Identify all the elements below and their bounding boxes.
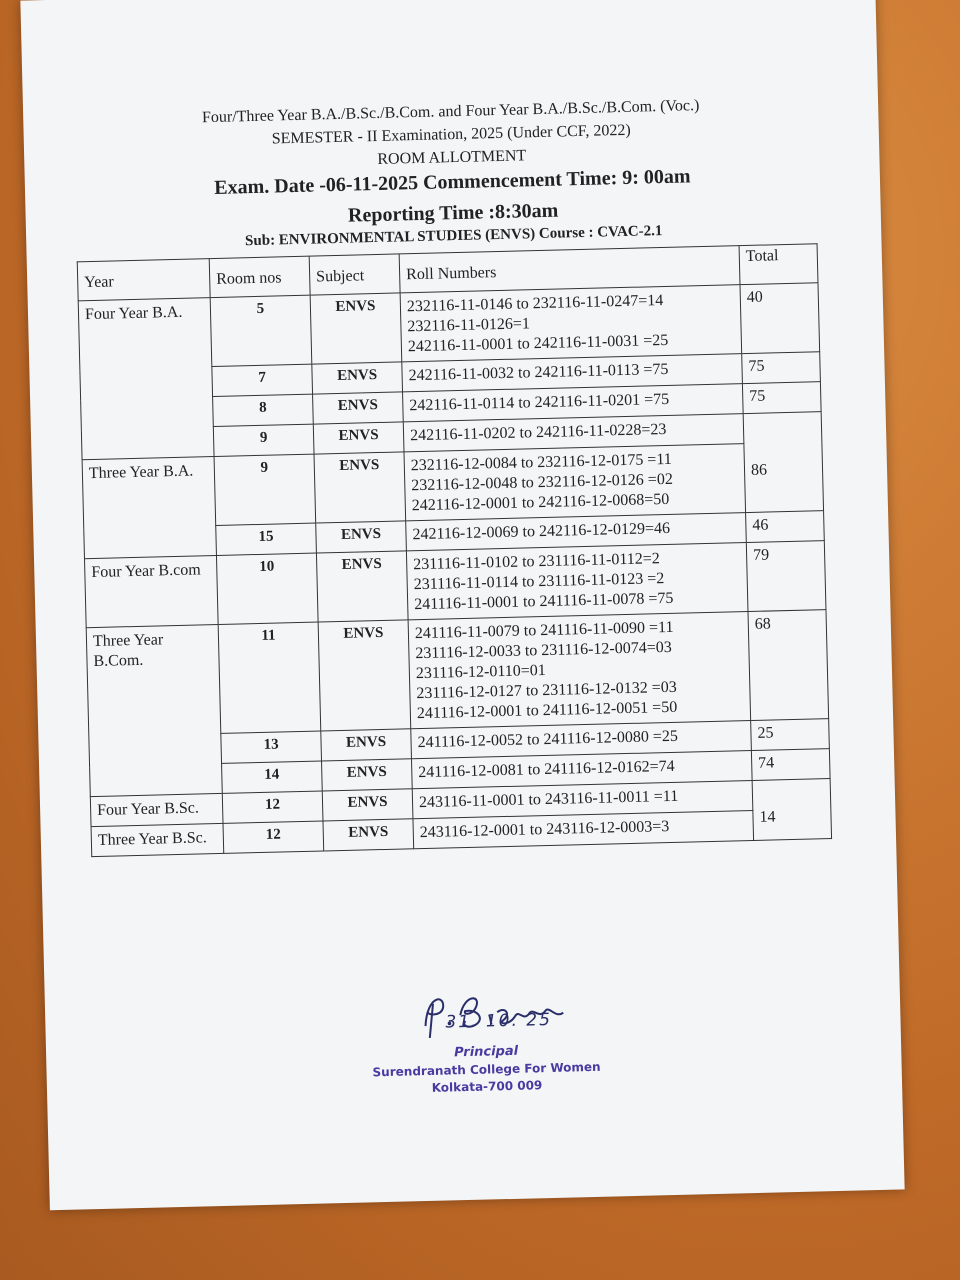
- room-cell: 11: [218, 622, 321, 733]
- subject-cell: ENVS: [316, 551, 408, 622]
- roll-range: 232116-11-0126=1: [407, 315, 531, 336]
- roll-range: 242116-12-0001 to 242116-12-0068=50: [411, 490, 670, 515]
- stamp-college: Surendranath College For Women: [372, 1059, 601, 1080]
- roll-range: 242116-11-0114 to 242116-11-0201 =75: [409, 390, 670, 415]
- total-cell: 75: [742, 382, 821, 414]
- roll-range: 241116-11-0079 to 241116-11-0090 =11: [414, 618, 674, 643]
- rolls-cell: [406, 543, 748, 620]
- stamp-title: Principal: [454, 1043, 519, 1061]
- allotment-sheet: [20, 0, 904, 1210]
- subject-cell: ENVS: [310, 293, 402, 364]
- year-cell: Three Year B.A.: [82, 457, 216, 559]
- subject-line: Sub: ENVIRONMENTAL STUDIES (ENVS) Course : CVAC-2.1: [244, 223, 663, 250]
- exam-date-line: Exam. Date -06-11-2025 Commencement Time: 9: 00am: [214, 165, 691, 199]
- subject-cell: ENVS: [321, 729, 412, 761]
- room-cell: 15: [216, 523, 317, 555]
- room-cell: 10: [216, 553, 318, 624]
- header-programs: Four/Three Year B.A./B.Sc./B.Com. and Four Year B.A./B.Sc./B.Com. (Voc.): [201, 97, 700, 127]
- col-header-total: Total: [739, 244, 818, 285]
- room-cell: 8: [213, 394, 314, 426]
- total-cell: 74: [751, 749, 830, 781]
- year-cell: Three Year B.Sc.: [91, 823, 224, 856]
- subject-cell: ENVS: [322, 759, 413, 791]
- room-cell: 13: [221, 731, 322, 763]
- year-cell: Four Year B.A.: [78, 298, 214, 460]
- col-header-subject: Subject: [309, 254, 400, 295]
- col-header-rolls: Roll Numbers: [399, 246, 740, 293]
- year-cell: Three Year B.Com.: [86, 624, 222, 796]
- total-cell: 75: [742, 352, 821, 384]
- total-cell: 25: [751, 719, 830, 751]
- roll-range: 242116-11-0032 to 242116-11-0113 =75: [408, 360, 669, 385]
- reporting-time: Reporting Time :8:30am: [347, 199, 559, 227]
- stamp-city: Kolkata-700 009: [431, 1078, 543, 1095]
- roll-range: 231116-11-0114 to 231116-11-0123 =2: [413, 570, 665, 594]
- roll-range: 231116-11-0102 to 231116-11-0112=2: [413, 550, 661, 574]
- subject-cell: ENVS: [313, 392, 404, 424]
- roll-range: 242116-12-0069 to 242116-12-0129=46: [412, 519, 671, 544]
- roll-range: 232116-11-0146 to 232116-11-0247=14: [406, 292, 664, 316]
- col-header-year: Year: [77, 259, 210, 301]
- roll-range: 232116-12-0084 to 232116-12-0175 =11: [410, 450, 672, 475]
- rolls-cell: [404, 444, 746, 521]
- room-cell: 5: [210, 295, 312, 366]
- subject-cell: ENVS: [313, 422, 404, 454]
- total-cell: 79: [746, 541, 826, 612]
- subject-cell: ENVS: [318, 620, 411, 731]
- total-cell: 46: [746, 511, 825, 543]
- rolls-cell: [400, 285, 742, 362]
- total-cell: 14: [752, 779, 831, 841]
- room-cell: 7: [212, 364, 313, 396]
- header-semester: SEMESTER - II Examination, 2025 (Under CCF, 2022): [271, 121, 631, 148]
- subject-cell: ENVS: [323, 819, 414, 851]
- signature-date: 31. 10. 25: [445, 1009, 553, 1033]
- roll-range: 241116-12-0001 to 241116-12-0051 =50: [416, 698, 678, 723]
- allotment-table: [77, 243, 832, 857]
- rolls-cell: [408, 612, 751, 729]
- roll-range: 243116-12-0001 to 243116-12-0003=3: [419, 818, 670, 842]
- year-cell: Four Year B.Sc.: [90, 793, 223, 826]
- room-cell: 12: [223, 821, 324, 853]
- total-cell: 68: [748, 610, 829, 721]
- roll-range: 241116-11-0001 to 241116-11-0078 =75: [414, 589, 674, 614]
- roll-range: 231116-12-0127 to 231116-12-0132 =03: [416, 678, 677, 703]
- total-cell: 40: [740, 283, 820, 354]
- roll-range: 242116-11-0001 to 242116-11-0031 =25: [407, 331, 669, 356]
- subject-cell: ENVS: [322, 789, 413, 821]
- principal-stamp: [356, 1041, 617, 1096]
- room-cell: 12: [222, 791, 323, 823]
- roll-range: 231116-12-0033 to 231116-12-0074=03: [415, 638, 672, 663]
- year-cell: Four Year B.com: [85, 555, 219, 627]
- room-cell: 9: [214, 454, 316, 525]
- roll-range: 243116-11-0001 to 243116-11-0011 =11: [418, 787, 679, 812]
- header-room-allotment: ROOM ALLOTMENT: [377, 147, 527, 168]
- total-cell: 86: [743, 412, 823, 513]
- subject-cell: ENVS: [316, 521, 407, 553]
- col-header-room: Room nos: [209, 256, 310, 297]
- subject-cell: ENVS: [312, 362, 403, 394]
- roll-range: 232116-12-0048 to 232116-12-0126 =02: [411, 470, 674, 495]
- room-cell: 14: [222, 761, 323, 793]
- room-cell: 9: [213, 424, 314, 456]
- subject-cell: ENVS: [314, 452, 406, 523]
- roll-range: 241116-12-0052 to 241116-12-0080 =25: [417, 727, 679, 752]
- roll-range: 241116-12-0081 to 241116-12-0162=74: [418, 757, 675, 782]
- roll-range: 242116-11-0202 to 242116-11-0228=23: [409, 420, 667, 445]
- roll-range: 231116-12-0110=01: [415, 661, 546, 683]
- table-row: [86, 610, 828, 737]
